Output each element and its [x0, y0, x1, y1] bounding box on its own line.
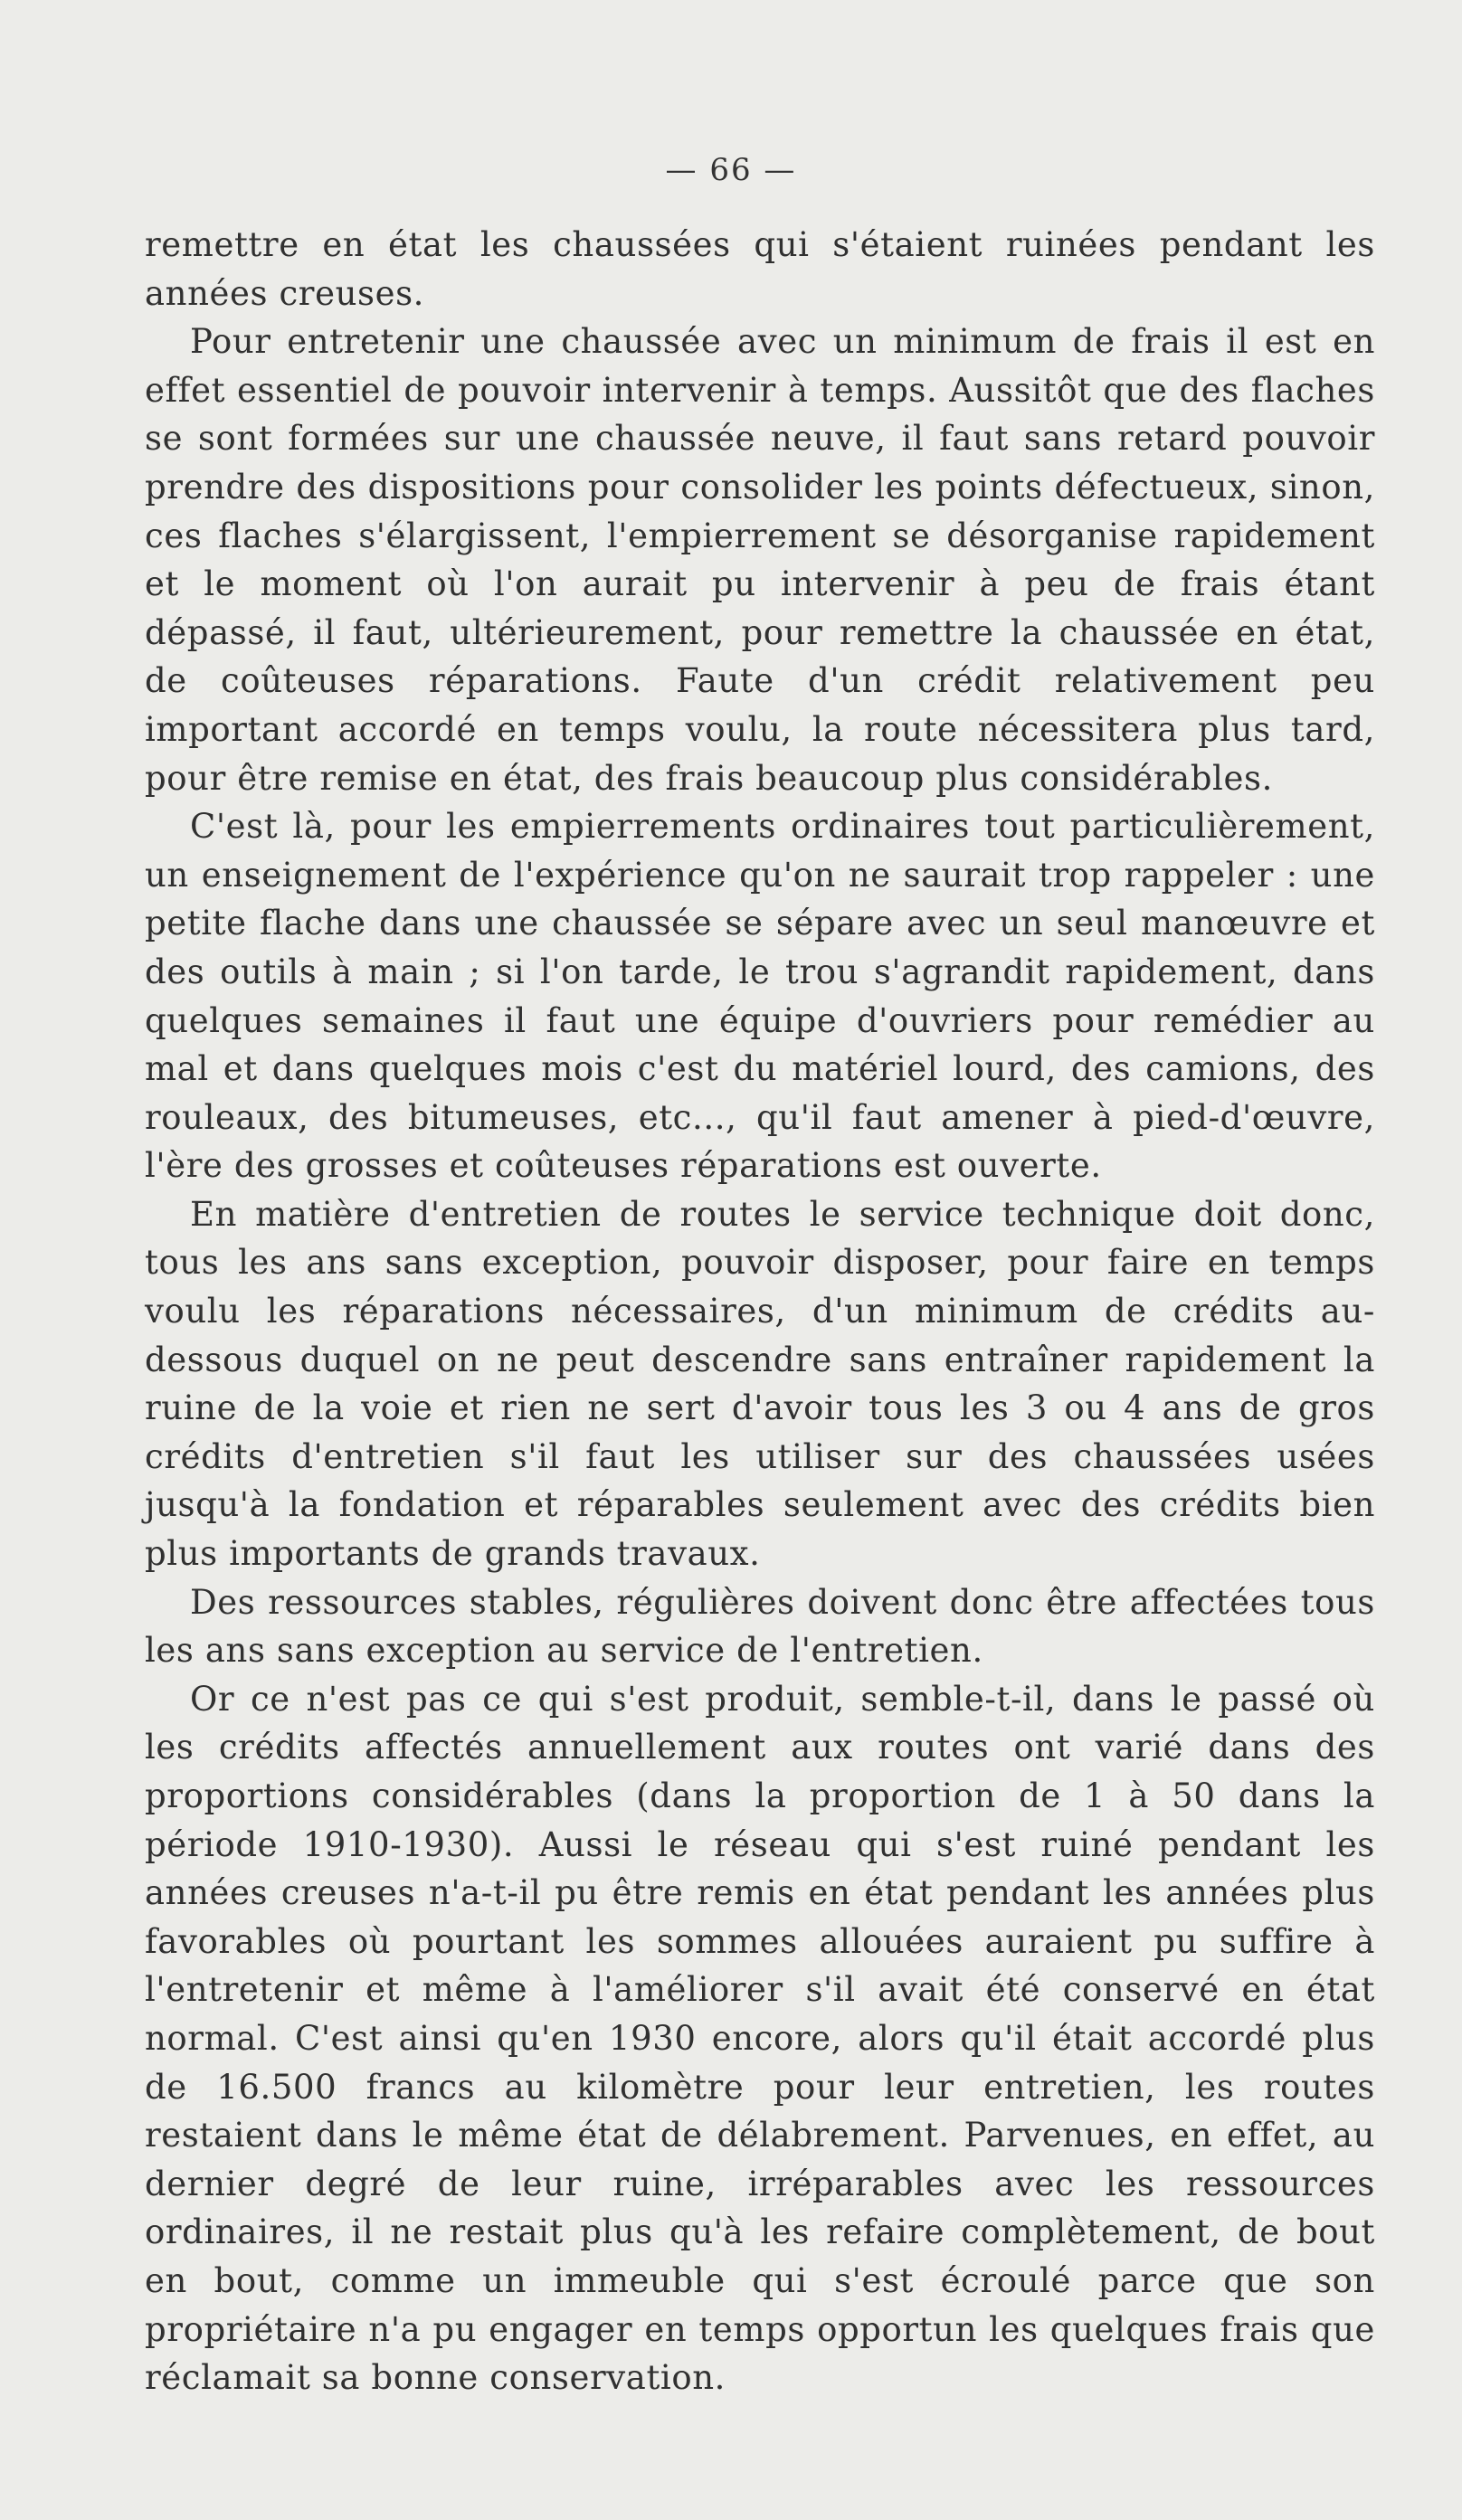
- body-text: [145, 221, 1375, 2402]
- paragraph-experience-lesson: C'est là, pour les empierrements ordinaires tout particulièrement, un enseignement de l'expérience qu'on ne saurait trop rappeler : une petite flache dans une chaussée se sépare avec un seul manœuvre et des outils à main ; si l'on tarde, le trou s'agrandit rapidement, dans quelques semaines il faut une équipe d'ouvriers pour remédier au mal et dans quelques mois c'est du matériel lourd, des camions, des rouleaux, des bitumeuses, etc..., qu'il faut amener à pied-d'œuvre, l'ère des grosses et coûteuses réparations est ouverte.: [145, 807, 1375, 1186]
- paragraph-continuation: remettre en état les chaussées qui s'étaient ruinées pendant les années creuses.: [145, 225, 1375, 313]
- paragraph-maintenance-timing: Pour entretenir une chaussée avec un minimum de frais il est en effet essentiel de pouvoir intervenir à temps. Aussitôt que des flaches se sont formées sur une chaussée neuve, il faut sans retard pouvoir prendre des dispositions pour consolider les points défectueux, sinon, ces flaches s'élargissent, l'empierrement se désorganise rapidement et le moment où l'on aurait pu intervenir à peu de frais étant dépassé, il faut, ultérieurement, pour remettre la chaussée en état, de coûteuses réparations. Faute d'un crédit relativement peu important accordé en temps voulu, la route nécessitera plus tard, pour être remise en état, des frais beaucoup plus considérables.: [145, 322, 1375, 798]
- page-number: — 66 —: [665, 152, 797, 188]
- paragraph-stable-resources: Des ressources stables, régulières doivent donc être affectées tous les ans sans exception au service de l'entretien.: [145, 1582, 1375, 1671]
- paragraph-past-credits: Or ce n'est pas ce qui s'est produit, semble-t-il, dans le passé où les crédits affectés annuellement aux routes ont varié dans des proportions considérables (dans la proportion de 1 à 50 dans la période 1910-1930). Aussi le réseau qui s'est ruiné pendant les années creuses n'a-t-il pu être remis en état pendant les années plus favorables où pourtant les sommes allouées auraient pu suffire à l'entretenir et même à l'améliorer s'il avait été conservé en état normal. C'est ainsi qu'en 1930 encore, alors qu'il était accordé plus de 16.500 francs au kilomètre pour leur entretien, les routes restaient dans le même état de délabrement. Parvenues, en effet, au dernier degré de leur ruine, irréparables avec les ressources ordinaires, il ne restait plus qu'à les refaire complètement, de bout en bout, comme un immeuble qui s'est écroulé parce que son propriétaire n'a pu engager en temps opportun les quelques frais que réclamait sa bonne conservation.: [145, 1679, 1375, 2398]
- paragraph-technical-service: En matière d'entretien de routes le service technique doit donc, tous les ans sans exception, pouvoir disposer, pour faire en temps voulu les réparations nécessaires, d'un minimum de crédits au-dessous duquel on ne peut descendre sans entraîner rapidement la ruine de la voie et rien ne sert d'avoir tous les 3 ou 4 ans de gros crédits d'entretien s'il faut les utiliser sur des chaussées usées jusqu'à la fondation et réparables seulement avec des crédits bien plus importants de grands travaux.: [145, 1194, 1375, 1574]
